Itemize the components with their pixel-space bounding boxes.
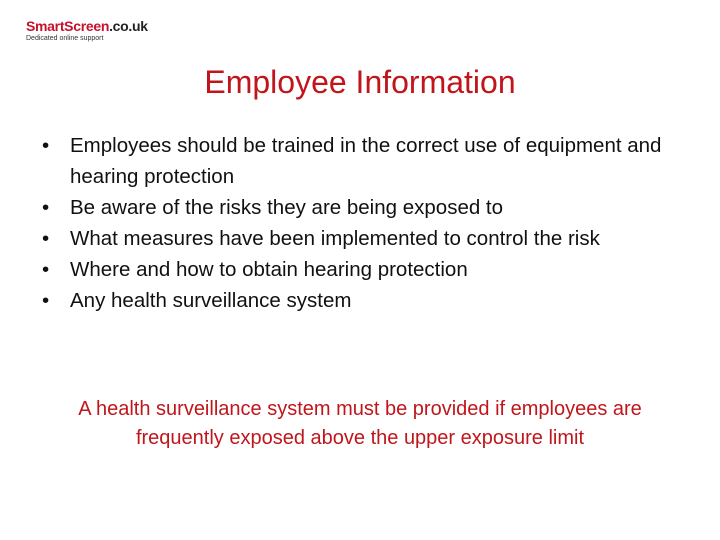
bullet-item [42,130,682,192]
bullet-text: Any health surveillance system [70,289,352,312]
bullet-list [42,130,682,316]
smartscreen-logo [26,18,166,44]
bullet-item [42,285,682,316]
bullet-text: What measures have been implemented to control the risk [70,227,600,250]
bullet-item [42,192,682,223]
bullet-text: Be aware of the risks they are being exposed to [70,196,504,219]
bullet-icon: • [42,289,50,312]
bullet-item [42,223,682,254]
logo-domain-text: .co.uk [109,18,148,34]
logo-wordmark [26,18,166,34]
bullet-text: Where and how to obtain hearing protection [70,258,468,281]
logo-tagline: Dedicated online support [26,35,104,42]
logo-brand-text: SmartScreen [26,18,110,34]
bullet-icon: • [42,258,50,281]
bullet-icon: • [42,134,50,157]
slide-title: Employee Information [204,64,516,100]
bullet-item [42,254,682,285]
bullet-icon: • [42,227,50,250]
health-surveillance-note: A health surveillance system must be provided if employees are frequently exposed above the upper exposure limit [78,398,642,449]
bullet-text: Employees should be trained in the correct use of equipment and hearing protection [70,134,662,188]
bullet-icon: • [42,196,50,219]
